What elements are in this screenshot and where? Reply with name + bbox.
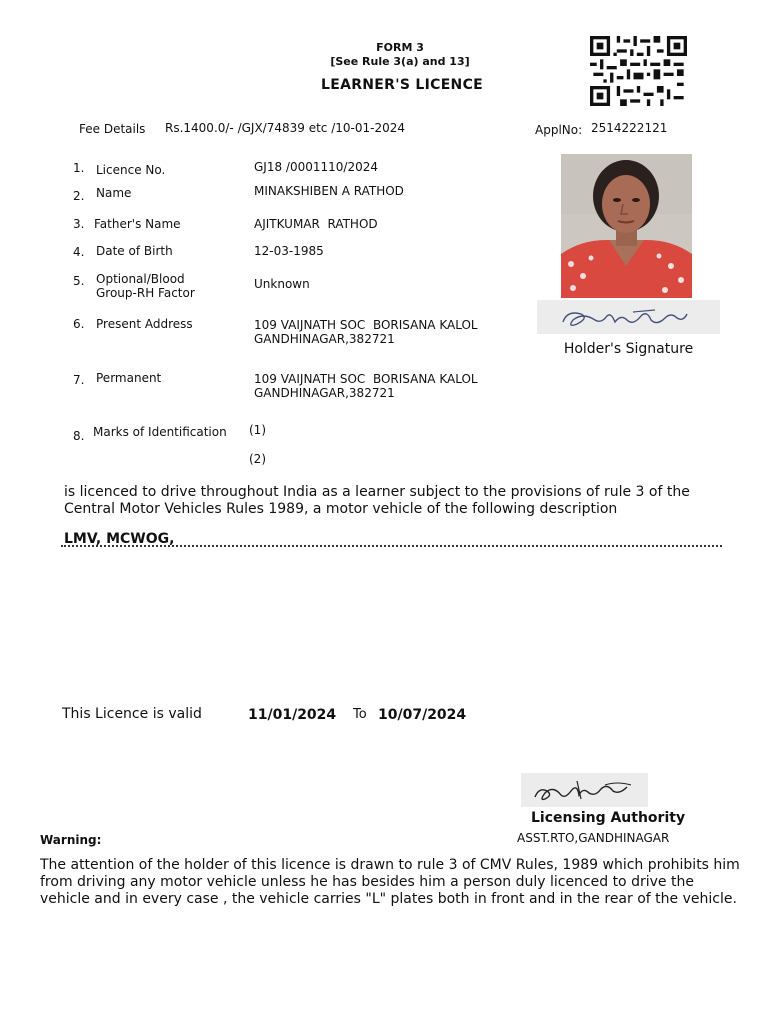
vehicle-classes: LMV, MCWOG,	[64, 531, 175, 547]
validity-label: This Licence is valid	[62, 706, 202, 722]
valid-to-date: 10/07/2024	[378, 707, 467, 723]
licence-statement: is licenced to drive throughout India as a learner subject to the provisions of rule 3 of the Central Motor Vehicles Rules 1989, a motor vehicle of the following description	[64, 484, 690, 517]
blood-group-label-line1: Optional/Blood	[96, 272, 185, 286]
date-of-birth-label: Date of Birth	[96, 244, 173, 258]
permanent-address-line2: GANDHINAGAR,382721	[254, 386, 395, 400]
permanent-address-label: Permanent	[96, 371, 162, 385]
qr-code	[590, 36, 687, 106]
field-number: 7.	[73, 373, 85, 387]
holder-signature	[537, 300, 720, 334]
field-number: 8.	[73, 429, 85, 443]
validity-to-label: To	[353, 707, 367, 722]
warning-heading: Warning:	[40, 833, 102, 847]
identification-mark-2: (2)	[249, 452, 266, 466]
blood-group-label-line2: Group-RH Factor	[96, 286, 195, 300]
dotted-divider	[61, 545, 722, 547]
rule-reference: [See Rule 3(a) and 13]	[330, 55, 470, 68]
licence-no-value: GJ18 /0001110/2024	[254, 160, 378, 174]
fee-details-label: Fee Details	[79, 122, 146, 136]
identification-mark-1: (1)	[249, 423, 266, 437]
present-address-line2: GANDHINAGAR,382721	[254, 332, 395, 346]
licensing-authority-title: Licensing Authority	[531, 810, 686, 826]
present-address-line1: 109 VAIJNATH SOC BORISANA KALOL	[254, 318, 478, 332]
document-title: LEARNER'S LICENCE	[320, 77, 484, 93]
field-number: 6.	[73, 317, 85, 331]
field-number: 3.	[73, 217, 85, 231]
field-number: 2.	[73, 189, 85, 203]
permanent-address-line1: 109 VAIJNATH SOC BORISANA KALOL	[254, 372, 478, 386]
field-number: 5.	[73, 274, 85, 288]
field-number: 4.	[73, 245, 85, 259]
holder-photo	[561, 154, 692, 298]
licensing-authority-signature	[521, 773, 648, 807]
fathers-name-label: Father's Name	[94, 217, 181, 231]
name-label: Name	[96, 186, 132, 200]
holder-signature-label: Holder's Signature	[563, 341, 694, 357]
warning-text: The attention of the holder of this licence is drawn to rule 3 of CMV Rules, 1989 which prohibits him from driving any motor vehicle unless he has besides him a person duly licenced to drive the vehicle and in every case , the vehicle carries "L" plates both in front and in the rear of the vehicle.	[40, 857, 740, 907]
fee-details-value: Rs.1400.0/- /GJX/74839 etc /10-01-2024	[165, 121, 405, 135]
date-of-birth-value: 12-03-1985	[254, 244, 324, 258]
valid-from-date: 11/01/2024	[248, 707, 337, 723]
present-address-label: Present Address	[96, 317, 193, 331]
licence-no-label: Licence No.	[96, 163, 166, 177]
field-number: 1.	[73, 161, 85, 175]
name-value: MINAKSHIBEN A RATHOD	[254, 184, 404, 198]
form-number: FORM 3	[376, 41, 424, 54]
licensing-authority-office: ASST.RTO,GANDHINAGAR	[517, 831, 670, 845]
fathers-name-value: AJITKUMAR RATHOD	[254, 217, 378, 231]
blood-group-value: Unknown	[254, 277, 310, 291]
appl-no-label: ApplNo:	[535, 123, 583, 137]
appl-no-value: 2514222121	[591, 121, 668, 135]
marks-of-identification-label: Marks of Identification	[93, 425, 227, 439]
